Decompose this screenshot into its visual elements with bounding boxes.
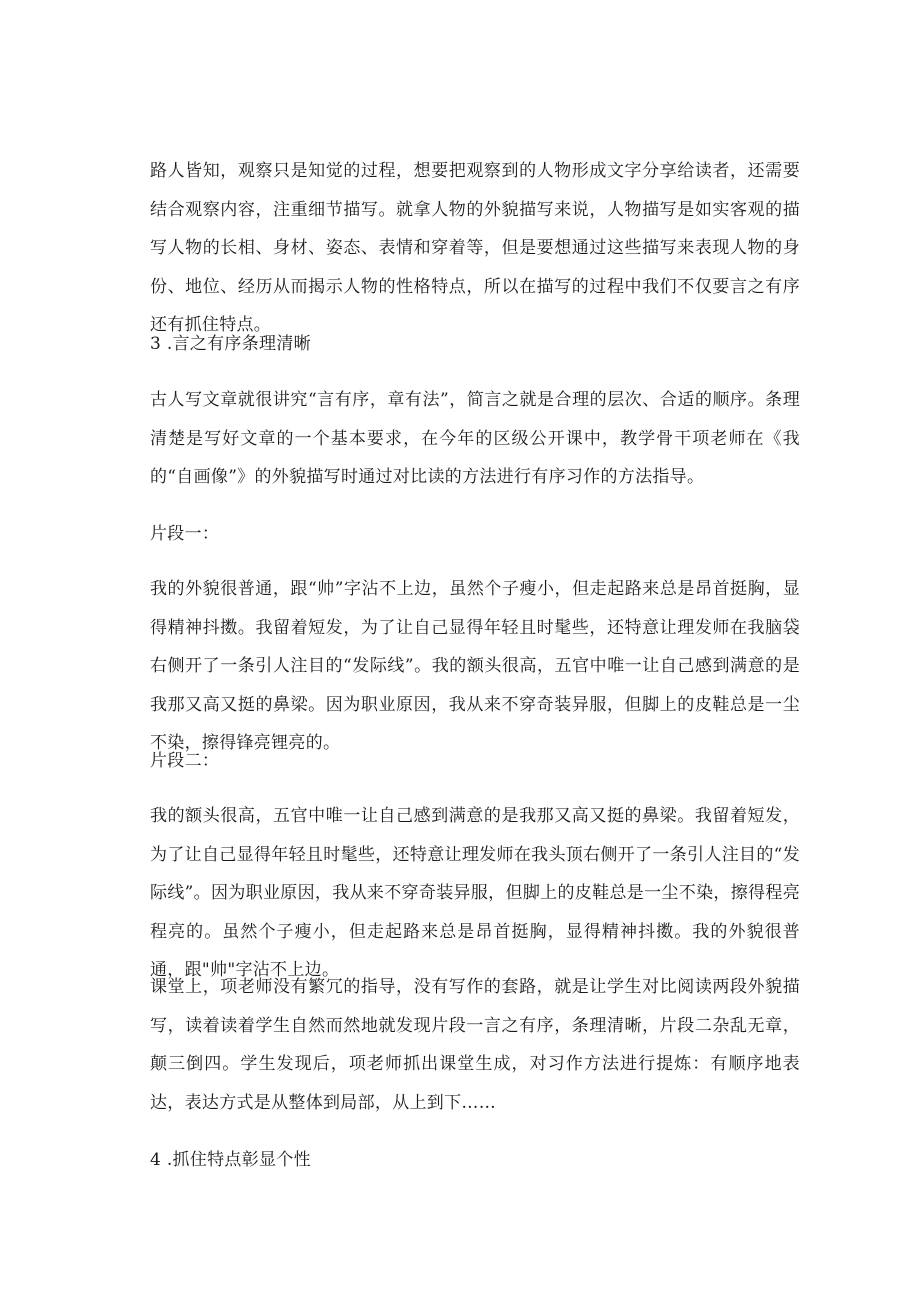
paragraph-classroom: 课堂上，项老师没有繁冗的指导，没有写作的套路，就是让学生对比阅读两段外貌描写，读着读着学生自然而然地就发现片段一言之有序，条理清晰，片段二杂乱无章，颠三倒四。学生发现后，项老师抓出课堂生成，对习作方法进行提炼：有顺序地表达，表达方式是从整体到局部，从上到下…… <box>150 977 800 1113</box>
section-heading-3: 3 .言之有序条理清晰 <box>150 334 311 354</box>
paragraph-excerpt-1: 我的外貌很普通，跟“帅”字沾不上边，虽然个子瘦小，但走起路来总是昂首挺胸，显得精神抖擞。我留着短发，为了让自己显得年轻且时髦些，还特意让理发师在我脑袋右侧开了一条引人注目的“发际线”。我的额头很高，五官中唯一让自己感到满意的是我那又高又挺的鼻梁。因为职业原因，我从来不穿奇装异服，但脚上的皮鞋总是一尘不染，擦得锋亮锂亮的。 <box>150 579 800 753</box>
paragraph-excerpt-2: 我的额头很高，五官中唯一让自己感到满意的是我那又高又挺的鼻梁。我留着短发，为了让自己显得年轻且时髦些，还特意让理发师在我头顶右侧开了一条引人注目的“发际线”。因为职业原因，我从来不穿奇装异服，但脚上的皮鞋总是一尘不染，擦得程亮程亮的。虽然个子瘦小，但走起路来总是昂首挺胸，显得精神抖擞。我的外貌很普通，跟"帅"字沾不上边。 <box>150 806 800 980</box>
label-excerpt-1: 片段一： <box>150 524 220 544</box>
paragraph-ancient-writing: 古人写文章就很讲究“言有序，章有法”，简言之就是合理的层次、合适的顺序。条理清楚是写好文章的一个基本要求，在今年的区级公开课中，教学骨干项老师在《我的“自画像”》的外貌描写时通过对比读的方法进行有序习作的方法指导。 <box>150 390 800 487</box>
paragraph-observation: 路人皆知，观察只是知觉的过程，想要把观察到的人物形成文字分享给读者，还需要结合观察内容，注重细节描写。就拿人物的外貌描写来说，人物描写是如实客观的描写人物的长相、身材、姿态、表情和穿着等，但是要想通过这些描写来表现人物的身份、地位、经历从而揭示人物的性格特点，所以在描写的过程中我们不仅要言之有序还有抓住特点。 <box>150 161 800 335</box>
section-heading-4: 4 .抓住特点彰显个性 <box>150 1150 311 1170</box>
label-excerpt-2: 片段二： <box>150 751 220 771</box>
